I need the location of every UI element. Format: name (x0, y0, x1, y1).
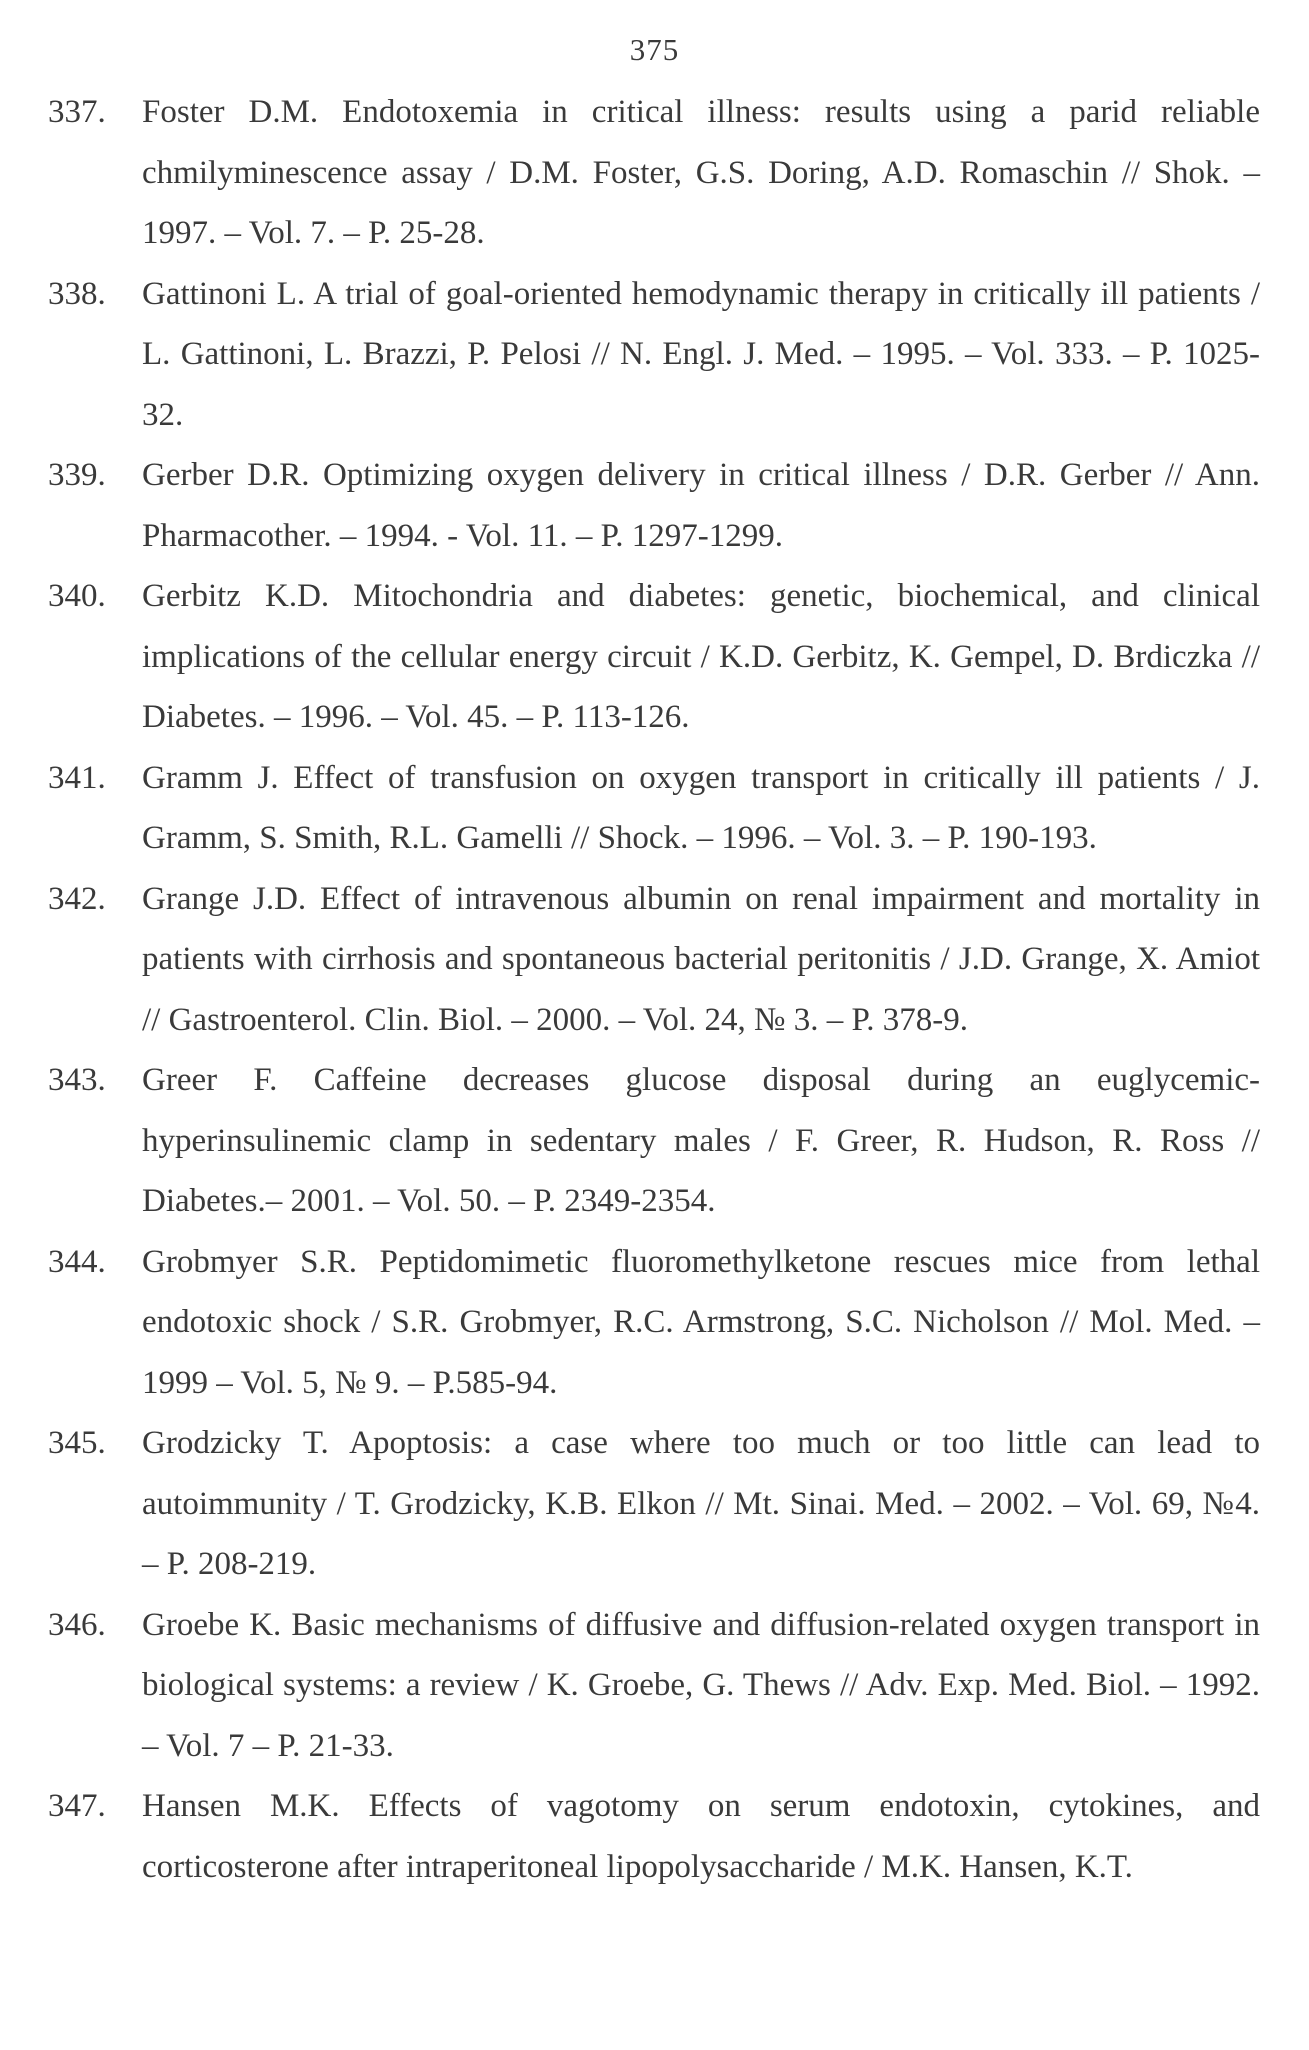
reference-text: Gerber D.R. Optimizing oxygen delivery in critical illness / D.R. Gerber // Ann. Pharmacother. – 1994. - Vol. 11. – P. 1297-1299. (142, 457, 1260, 554)
reference-list (48, 82, 1260, 1897)
reference-number: 347. (48, 1788, 106, 1824)
reference-item (48, 82, 1260, 264)
reference-text: Gerbitz K.D. Mitochondria and diabetes: genetic, biochemical, and clinical implications of the cellular energy circuit / K.D. Gerbitz, K. Gempel, D. Brdiczka // Diabetes. – 1996. – Vol. 45. – P. 113-126. (142, 578, 1260, 735)
reference-number: 343. (48, 1062, 106, 1098)
reference-item (48, 264, 1260, 446)
reference-text: Grange J.D. Effect of intravenous albumin on renal impairment and mortality in patients with cirrhosis and spontaneous bacterial peritonitis / J.D. Grange, X. Amiot // Gastroenterol. Clin. Biol. – 2000. – Vol. 24, № 3. – P. 378-9. (142, 880, 1260, 1038)
reference-item (48, 1232, 1260, 1414)
reference-text: Grodzicky T. Apoptosis: a case where too much or too little can lead to autoimmunity / T. Grodzicky, K.B. Elkon // Mt. Sinai. Med. – 2002. – Vol. 69, №4. – P. 208-219. (142, 1425, 1260, 1582)
reference-number: 341. (48, 759, 106, 796)
reference-number: 337. (48, 94, 106, 130)
reference-item (48, 1413, 1260, 1595)
reference-text: Gramm J. Effect of transfusion on oxygen transport in critically ill patients / J. Gramm, S. Smith, R.L. Gamelli // Shock. – 1996. – Vol. 3. – P. 190-193. (142, 759, 1260, 856)
reference-number: 344. (48, 1243, 106, 1280)
reference-item (48, 1050, 1260, 1232)
reference-text: Foster D.M. Endotoxemia in critical illness: results using a parid reliable chmilyminescence assay / D.M. Foster, G.S. Doring, A.D. Romaschin // Shok. – 1997. – Vol. 7. – P. 25-28. (142, 94, 1260, 251)
reference-text: Hansen M.K. Effects of vagotomy on serum endotoxin, cytokines, and corticosterone after intraperitoneal lipopolysaccharide / M.K. Hansen, K.T. (142, 1788, 1260, 1885)
reference-number: 342. (48, 880, 106, 917)
reference-item (48, 1595, 1260, 1777)
reference-item (48, 566, 1260, 748)
reference-item (48, 445, 1260, 566)
reference-item (48, 748, 1260, 869)
reference-text: Gattinoni L. A trial of goal-oriented hemodynamic therapy in critically ill patients / L. Gattinoni, L. Brazzi, P. Pelosi // N. Engl. J. Med. – 1995. – Vol. 333. – P. 1025-32. (142, 275, 1260, 433)
reference-number: 345. (48, 1425, 106, 1461)
page-number: 375 (629, 32, 680, 67)
reference-number: 346. (48, 1606, 106, 1643)
reference-number: 338. (48, 275, 106, 312)
reference-text: Groebe K. Basic mechanisms of diffusive and diffusion-related oxygen transport in biological systems: a review / K. Groebe, G. Thews // Adv. Exp. Med. Biol. – 1992. – Vol. 7 – P. 21-33. (142, 1606, 1260, 1764)
reference-item (48, 1776, 1260, 1897)
reference-text: Grobmyer S.R. Peptidomimetic fluoromethylketone rescues mice from lethal endotoxic shock / S.R. Grobmyer, R.C. Armstrong, S.C. Nicholson // Mol. Med. – 1999 – Vol. 5, № 9. – P.585-94. (142, 1243, 1260, 1401)
reference-number: 340. (48, 578, 106, 614)
reference-item (48, 869, 1260, 1051)
reference-text: Greer F. Caffeine decreases glucose disposal during an euglycemic-hyperinsulinemic clamp in sedentary males / F. Greer, R. Hudson, R. Ross // Diabetes.– 2001. – Vol. 50. – P. 2349-2354. (142, 1062, 1260, 1219)
reference-number: 339. (48, 457, 106, 493)
